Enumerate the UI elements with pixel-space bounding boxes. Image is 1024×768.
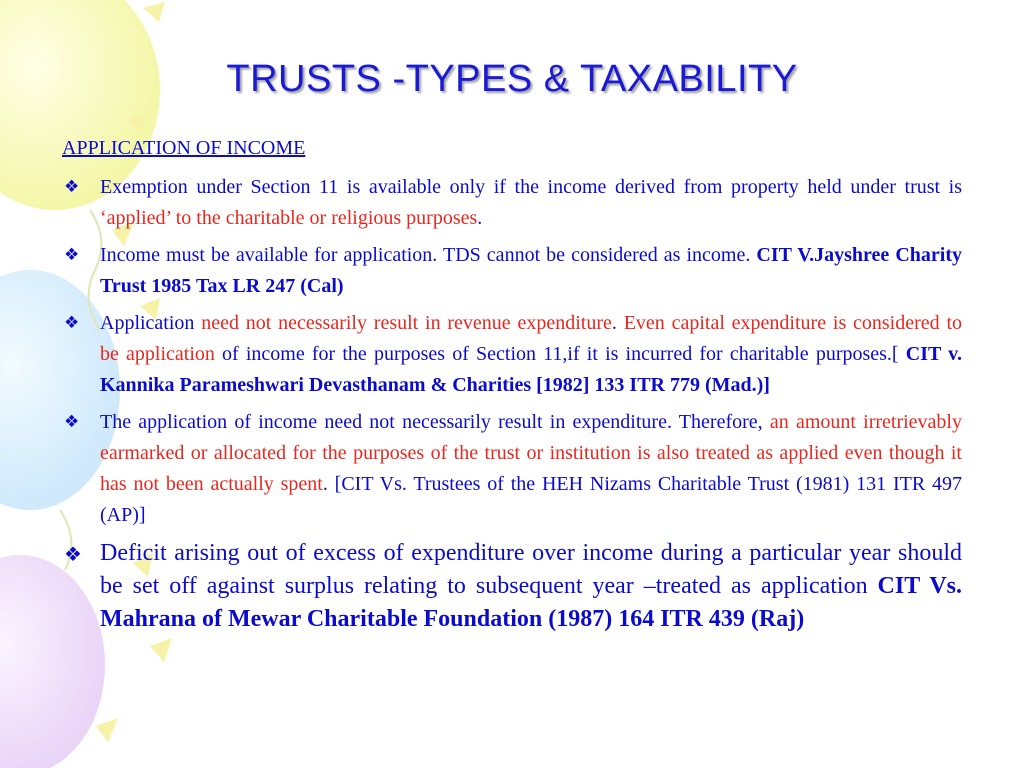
bullet-list: [62, 172, 962, 642]
highlight-text: need not necessarily result in revenue expenditure: [201, 312, 612, 334]
bullet-item: [62, 407, 962, 531]
bullet-item: [62, 240, 962, 302]
slide-title: TRUSTS -TYPES & TAXABILITY: [226, 58, 798, 100]
bullet-text: Exemption under Section 11 is available only if the income derived from property held under trust is: [100, 176, 962, 198]
bullet-text: Income must be available for application. TDS cannot be considered as income.: [100, 244, 757, 266]
bullet-text: .: [477, 207, 483, 229]
diamond-bullet-icon: ❖: [64, 177, 80, 197]
bullet-text: of income for the purposes of Section 11,if it is incurred for charitable purposes.[: [214, 343, 906, 365]
bullet-text: Deficit arising out of excess of expenditure over income during a particular year should be set off against surplus relating to subsequent year –treated as application: [100, 540, 962, 599]
case-citation: CIT Vs. Mahrana of Mewar Charitable Foundation (1987) 164 ITR 439 (Raj): [100, 573, 962, 632]
highlight-text: Even capital expenditure is considered to be application: [100, 312, 963, 365]
case-citation: CIT v. Kannika Parameshwari Devasthanam & Charities [1982] 133 ITR 779 (Mad.)]: [100, 343, 963, 396]
bullet-text: . [CIT Vs. Trustees of the HEH Nizams Charitable Trust (1981) 131 ITR 497 (AP)]: [100, 473, 962, 526]
diamond-bullet-icon: ❖: [64, 245, 80, 265]
case-citation: CIT V.Jayshree Charity Trust 1985 Tax LR 247 (Cal): [100, 244, 963, 297]
bullet-text: .: [611, 312, 624, 334]
highlight-text: an amount irretrievably earmarked or allocated for the purposes of the trust or institution is also treated as applied even though it has not been actually spent: [100, 411, 962, 495]
highlight-text: ‘applied’ to the charitable or religious purposes: [100, 207, 478, 229]
diamond-bullet-icon: ❖: [64, 412, 80, 432]
bullet-item: [62, 172, 962, 234]
section-heading: APPLICATION OF INCOME: [62, 137, 306, 159]
bullet-text: Application: [100, 312, 202, 334]
diamond-bullet-icon: ❖: [64, 542, 82, 566]
bullet-item: [62, 308, 962, 401]
bullet-text: The application of income need not necessarily result in expenditure. Therefore,: [100, 411, 770, 433]
diamond-bullet-icon: ❖: [64, 313, 80, 333]
bullet-item: [62, 537, 962, 636]
